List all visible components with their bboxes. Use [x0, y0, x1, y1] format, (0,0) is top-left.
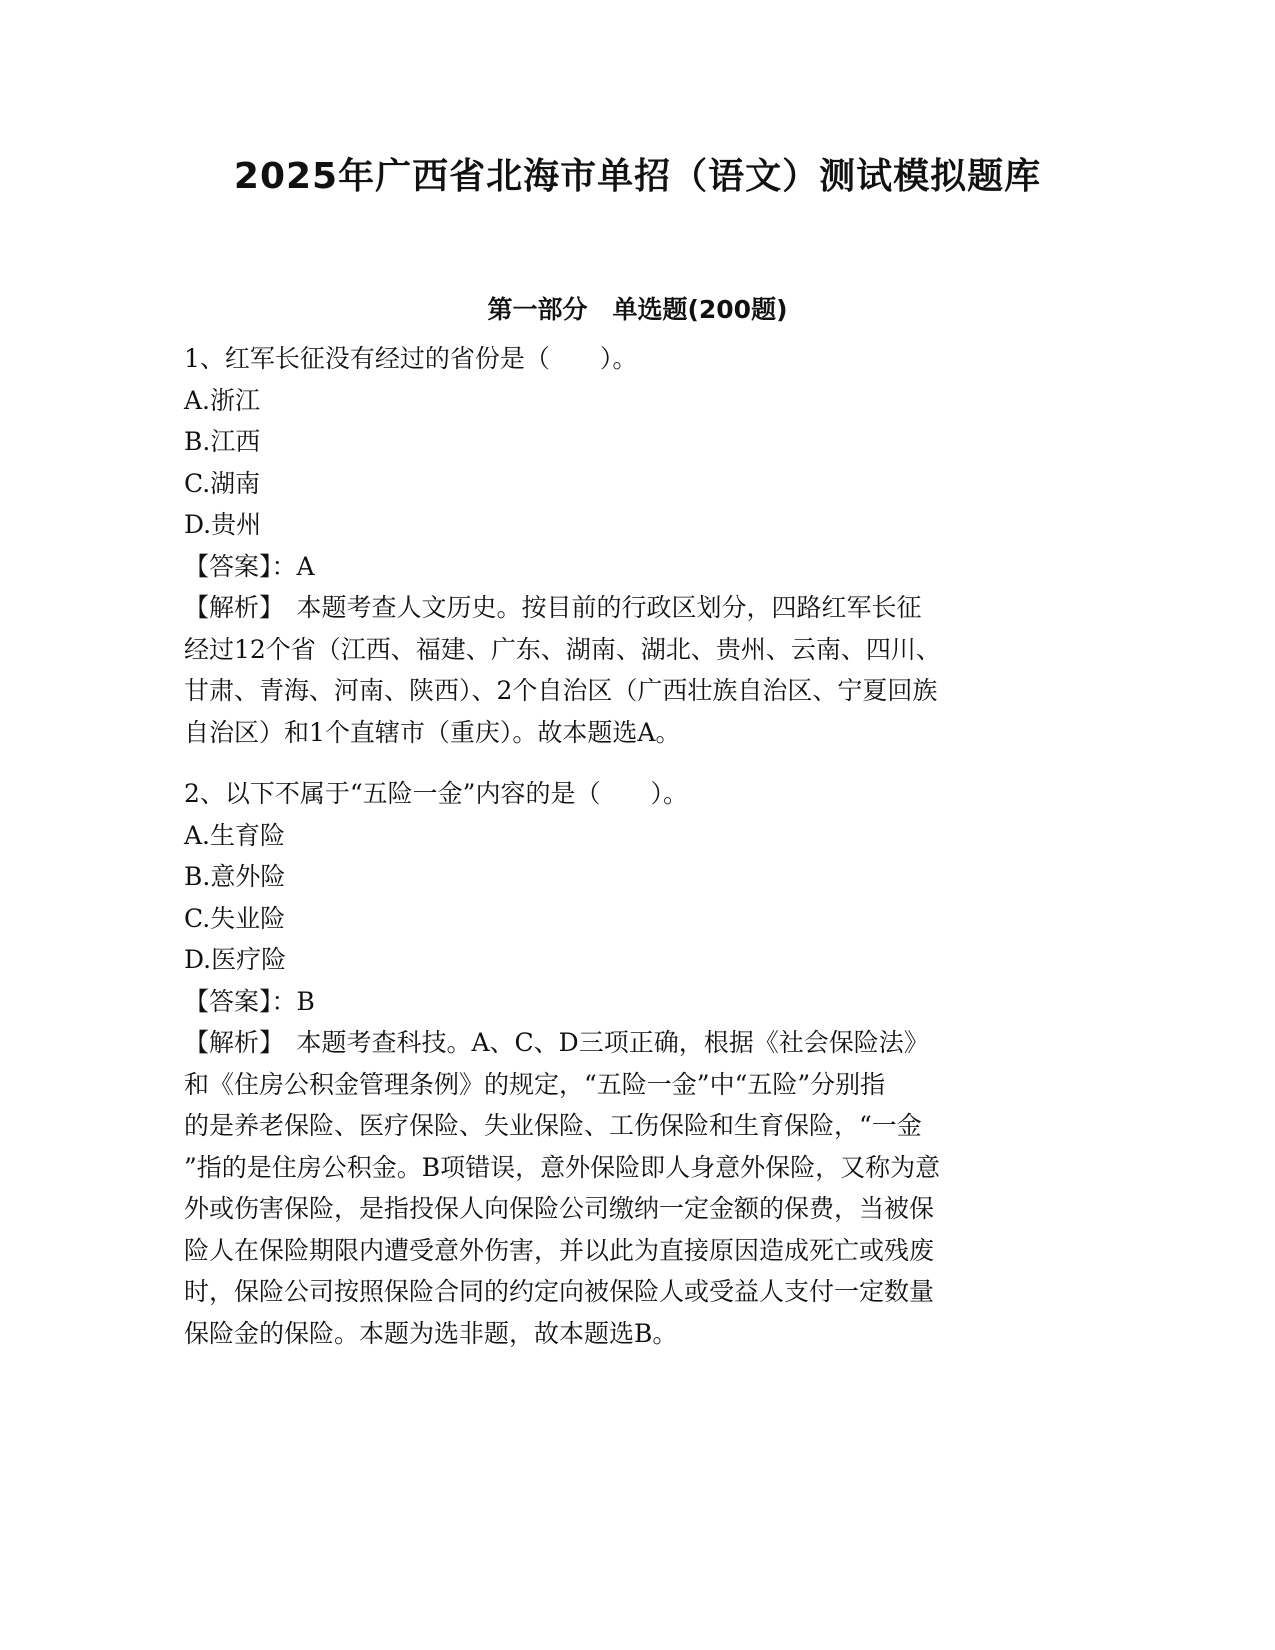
- option-c: C.失业险: [184, 903, 286, 933]
- analysis-line: 外或伤害保险，是指投保人向保险公司缴纳一定金额的保费，当被保: [184, 1194, 935, 1223]
- analysis-line: ”指的是住房公积金。B项错误，意外保险即人身意外保险，又称为意: [184, 1152, 941, 1182]
- question-2: [184, 773, 1084, 1354]
- option-d: D.医疗险: [184, 945, 287, 974]
- option-b: B.江西: [184, 427, 261, 456]
- analysis-line: 自治区）和1个直辖市（重庆）。故本题选A。: [184, 717, 681, 747]
- document-title: 2025年广西省北海市单招（语文）测试模拟题库: [233, 156, 1042, 197]
- analysis-line: 险人在保险期限内遭受意外伤害，并以此为直接原因造成死亡或残废: [184, 1235, 935, 1265]
- analysis-line: 经过12个省（江西、福建、广东、湖南、湖北、贵州、云南、四川、: [184, 634, 941, 664]
- answer-label: 【答案】：B: [184, 986, 315, 1016]
- option-c: C.湖南: [184, 468, 261, 498]
- question-stem: 1、红军长征没有经过的省份是（ ）。: [184, 344, 638, 373]
- question-list: [184, 338, 1084, 1374]
- option-a: A.浙江: [184, 385, 261, 415]
- answer-label: 【答案】：A: [184, 551, 315, 581]
- option-b: B.意外险: [184, 862, 286, 891]
- question-stem: 2、以下不属于“五险一金”内容的是（ ）。: [184, 779, 688, 808]
- option-d: D.贵州: [184, 510, 262, 539]
- question-1: [184, 338, 1084, 753]
- option-a: A.生育险: [184, 820, 286, 850]
- analysis-line: 的是养老保险、医疗保险、失业保险、工伤保险和生育保险，“一金: [184, 1111, 922, 1140]
- analysis-line: 【解析】 本题考查人文历史。按目前的行政区划分，四路红军长征: [184, 593, 922, 622]
- analysis-line: 保险金的保险。本题为选非题，故本题选B。: [184, 1318, 678, 1348]
- analysis-line: 和《住房公积金管理条例》的规定，“五险一金”中“五险”分别指: [184, 1069, 886, 1099]
- section-heading: 第一部分 单选题(200题): [487, 295, 788, 324]
- analysis-line: 时，保险公司按照保险合同的约定向被保险人或受益人支付一定数量: [184, 1277, 935, 1306]
- analysis-line: 甘肃、青海、河南、陕西）、2个自治区（广西壮族自治区、宁夏回族: [184, 676, 938, 705]
- analysis-line: 【解析】 本题考查科技。A、C、D三项正确，根据《社会保险法》: [184, 1028, 929, 1057]
